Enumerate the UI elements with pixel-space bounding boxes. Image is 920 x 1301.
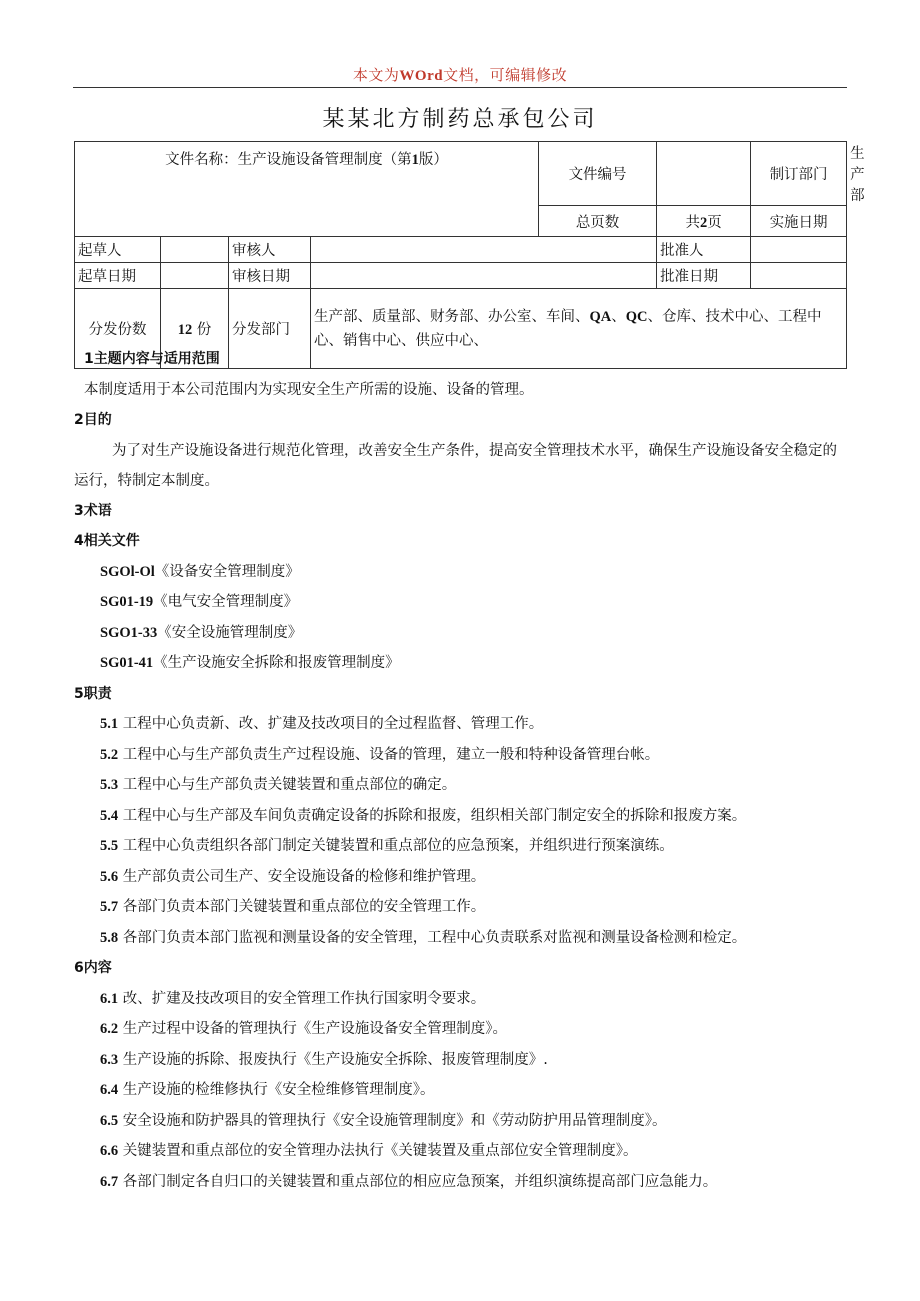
draft-date-label: 起草日期 [75, 263, 161, 289]
related-doc-name: 《生产设施安全拆除和报废管理制度》 [153, 655, 400, 671]
section-5-title: 5职责 [74, 685, 112, 702]
pages-value [657, 206, 751, 237]
reviewer-label: 审核人 [229, 237, 311, 263]
duty-item [74, 709, 846, 740]
content-num: 6.6 [100, 1143, 119, 1159]
content-num: 6.1 [100, 990, 119, 1007]
content-item [74, 1014, 846, 1045]
section-1-text: 本制度适用于本公司范围内为实现安全生产所需的设施、设备的管理。 [84, 381, 534, 398]
duty-num: 5.5 [100, 838, 119, 854]
content-text: 生产设施的检维修执行《安全检维修管理制度》。 [122, 1082, 435, 1098]
duty-text: 各部门负责本部门监视和测量设备的安全管理，工程中心负责联系对监视和测量设备检测和检定。 [122, 929, 747, 946]
duty-item [74, 862, 846, 893]
content-item [74, 1075, 846, 1106]
section-3-title: 3术语 [74, 502, 112, 519]
pages-num: 2 [699, 214, 708, 231]
content-num: 6.7 [100, 1173, 119, 1190]
document-body [74, 344, 846, 1197]
section-6-title: 6内容 [74, 960, 112, 976]
content-text: 安全设施和防护器具的管理执行《安全设施管理制度》和《劳动防护用品管理制度》。 [122, 1112, 667, 1129]
copies-label: 分发份数 [75, 289, 161, 369]
content-item [74, 1136, 846, 1167]
related-doc-item [74, 648, 846, 679]
duty-text: 工程中心与生产部及车间负责确定设备的拆除和报废，组织相关部门制定安全的拆除和报废方案。 [122, 807, 747, 824]
related-doc-item [74, 557, 846, 588]
related-doc-name: 《安全设施管理制度》 [157, 624, 303, 641]
notice-word: WOrd [399, 68, 444, 84]
header-divider [73, 87, 847, 88]
approve-date-value [751, 263, 847, 289]
related-doc-item [74, 587, 846, 618]
pages-prefix: 共 [685, 214, 700, 231]
content-text: 生产设施的拆除、报废执行《生产设施安全拆除、报废管理制度》. [122, 1051, 548, 1068]
content-num: 6.5 [100, 1112, 119, 1129]
content-text: 各部门制定各自归口的关键装置和重点部位的相应应急预案，并组织演练提高部门应急能力。 [122, 1173, 718, 1190]
duty-item [74, 770, 846, 801]
section-4-title: 4相关文件 [74, 533, 140, 549]
duty-item [74, 831, 846, 862]
duty-num: 5.6 [100, 868, 119, 885]
doc-no-value [657, 142, 751, 206]
content-num: 6.3 [100, 1051, 119, 1068]
doc-no-label: 文件编号 [539, 142, 657, 206]
duty-item [74, 923, 846, 954]
duty-text: 各部门负责本部门关键装置和重点部位的安全管理工作。 [122, 899, 486, 915]
content-text: 关键装置和重点部位的安全管理办法执行《关键装置及重点部位安全管理制度》。 [122, 1143, 638, 1159]
duty-num: 5.8 [100, 929, 119, 946]
duty-item [74, 740, 846, 771]
duty-text: 工程中心与生产部负责关键装置和重点部位的确定。 [122, 777, 457, 793]
dist-dept-sep: 、 [611, 308, 626, 325]
dist-dept-qa: QA [589, 308, 612, 325]
drafter-value [161, 237, 229, 263]
content-text: 生产过程中设备的管理执行《生产设施设备安全管理制度》。 [122, 1021, 507, 1037]
content-item [74, 1045, 846, 1076]
duty-num: 5.3 [100, 777, 119, 793]
pages-label: 总页数 [539, 206, 657, 237]
duty-item [74, 801, 846, 832]
related-doc-name: 《电气安全管理制度》 [153, 594, 299, 610]
company-title: 某某北方制药总承包公司 [322, 107, 598, 132]
dist-dept-part2: 、仓库、技术中心、工程中心、销售中心、供应中心、 [314, 308, 822, 349]
duty-num: 5.7 [100, 899, 119, 915]
duty-num: 5.1 [100, 716, 119, 732]
copies-unit: 份 [196, 322, 212, 338]
duty-num: 5.4 [100, 807, 119, 824]
related-doc-code: SG01-19 [100, 594, 154, 610]
dist-dept-label: 分发部门 [229, 289, 311, 369]
duty-text: 生产部负责公司生产、安全设施设备的检修和维护管理。 [122, 868, 486, 885]
dist-dept-qc: QC [625, 308, 648, 325]
related-doc-code: SGOl-Ol [100, 563, 155, 580]
content-item [74, 1167, 846, 1198]
content-text: 改、扩建及技改项目的安全管理工作执行国家明令要求。 [122, 990, 486, 1007]
related-doc-item [74, 618, 846, 649]
editable-notice [0, 64, 920, 85]
related-doc-code: SGO1-33 [100, 624, 158, 641]
approver-value [751, 237, 847, 263]
doc-name-cell [75, 142, 539, 237]
content-num: 6.4 [100, 1082, 119, 1098]
copies-num: 12 [177, 322, 193, 338]
duty-text: 工程中心负责组织各部门制定关键装置和重点部位的应急预案，并组织进行预案演练。 [122, 838, 674, 854]
related-doc-code: SG01-41 [100, 655, 154, 671]
section-2-text: 为了对生产设施设备进行规范化管理，改善安全生产条件，提高安全管理技术水平，确保生产设施设备安全稳定的运行，特制定本制度。 [74, 442, 837, 489]
duty-num: 5.2 [100, 746, 119, 763]
dist-dept-part1: 生产部、质量部、财务部、办公室、车间、 [314, 308, 590, 325]
section-2-title: 2目的 [74, 412, 112, 428]
reviewer-value [311, 237, 657, 263]
duty-item [74, 892, 846, 923]
dept-label: 制订部门 [751, 142, 847, 206]
doc-version: 1 [411, 152, 419, 168]
review-date-value [311, 263, 657, 289]
doc-name-label: 文件名称：生产设施设备管理制度（第 [165, 152, 412, 168]
notice-suffix: 文档，可编辑修改 [443, 66, 568, 84]
impl-date-label: 实施日期 [751, 206, 847, 237]
content-num: 6.2 [100, 1021, 119, 1037]
content-item [74, 1106, 846, 1137]
document-info-table: 文件名称：生产设施设备管理制度（第1版） 文件编号 制订部门 生产部 总页数 共2页 实施日期 起草人 审核人 批准人 起草日期 审核日期 批准日期 分发份数 12 份 分发部门 生产部、质量部、财务部、办公室、车间、QA、QC、仓库、技术中心、工程中心、销售中心、供应中心、 [74, 141, 847, 369]
duty-text: 工程中心与生产部负责生产过程设施、设备的管理，建立一般和特种设备管理台帐。 [122, 746, 660, 763]
review-date-label: 审核日期 [229, 263, 311, 289]
approve-date-label: 批准日期 [657, 263, 751, 289]
section-1-title: 1主题内容与适用范围 [84, 351, 220, 367]
pages-suffix: 页 [707, 214, 722, 231]
approver-label: 批准人 [657, 237, 751, 263]
content-item [74, 984, 846, 1015]
doc-name-suffix: 版） [418, 152, 448, 168]
related-doc-name: 《设备安全管理制度》 [154, 563, 300, 580]
draft-date-value [161, 263, 229, 289]
drafter-label: 起草人 [75, 237, 161, 263]
duty-text: 工程中心负责新、改、扩建及技改项目的全过程监督、管理工作。 [122, 716, 544, 732]
notice-prefix: 本文为 [352, 66, 400, 84]
